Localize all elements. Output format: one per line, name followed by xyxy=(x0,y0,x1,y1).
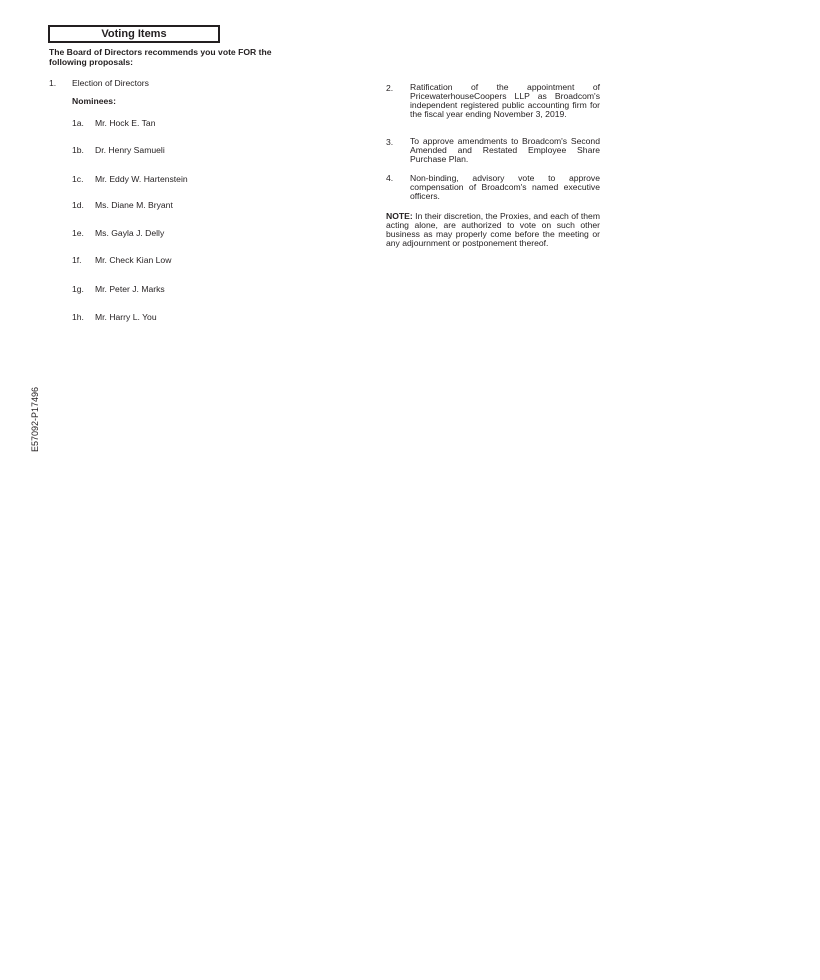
nominee-1h xyxy=(72,312,157,322)
nominee-name: Mr. Peter J. Marks xyxy=(95,284,165,294)
nominee-code: 1d. xyxy=(72,200,84,210)
nominee-code: 1f. xyxy=(72,255,82,265)
nominee-1b xyxy=(72,145,165,155)
proposal-4-number: 4. xyxy=(386,173,394,183)
nominee-name: Ms. Diane M. Bryant xyxy=(95,200,173,210)
nominee-name: Mr. Eddy W. Hartenstein xyxy=(95,174,188,184)
proposal-3-text: To approve amendments to Broadcom's Second Amended and Restated Employee Share Purchase Plan. xyxy=(410,136,600,164)
voting-items-title: Voting Items xyxy=(48,25,220,43)
nominee-1g xyxy=(72,284,165,294)
proposal-1-number: 1. xyxy=(49,78,57,88)
nominee-1c xyxy=(72,174,188,184)
nominee-code: 1a. xyxy=(72,118,84,128)
proposal-2-number: 2. xyxy=(386,83,394,93)
nominee-1d xyxy=(72,200,173,210)
proposal-4-text: Non-binding, advisory vote to approve compensation of Broadcom's named executive officers. xyxy=(410,173,600,201)
nominee-1e xyxy=(72,228,164,238)
nominee-code: 1c. xyxy=(72,174,84,184)
nominee-code: 1h. xyxy=(72,312,84,322)
nominee-1f xyxy=(72,255,171,265)
nominees-label: Nominees: xyxy=(72,96,116,106)
nominee-code: 1g. xyxy=(72,284,84,294)
nominee-code: 1e. xyxy=(72,228,84,238)
nominee-name: Mr. Hock E. Tan xyxy=(95,118,156,128)
note-text: In their discretion, the Proxies, and each of them acting alone, are authorized to vote on such other business as may properly come before the meeting or any adjournment or postponement thereof. xyxy=(386,211,600,248)
document-code: E57092-P17496 xyxy=(30,386,40,452)
nominee-name: Mr. Harry L. You xyxy=(95,312,157,322)
nominee-1a xyxy=(72,118,156,128)
nominee-name: Dr. Henry Samueli xyxy=(95,145,165,155)
nominee-name: Ms. Gayla J. Delly xyxy=(95,228,165,238)
nominee-name: Mr. Check Kian Low xyxy=(95,255,172,265)
proposal-3-number: 3. xyxy=(386,137,394,147)
note-label: NOTE: xyxy=(386,211,413,221)
proxy-note xyxy=(386,212,600,248)
proposal-2-text: Ratification of the appointment of PricewaterhouseCoopers LLP as Broadcom's independent registered public accounting firm for the fiscal year ending November 3, 2019. xyxy=(410,82,600,119)
proposal-1-title: Election of Directors xyxy=(72,78,149,88)
nominee-code: 1b. xyxy=(72,145,84,155)
board-recommendation: The Board of Directors recommends you vote FOR the following proposals: xyxy=(49,47,272,67)
